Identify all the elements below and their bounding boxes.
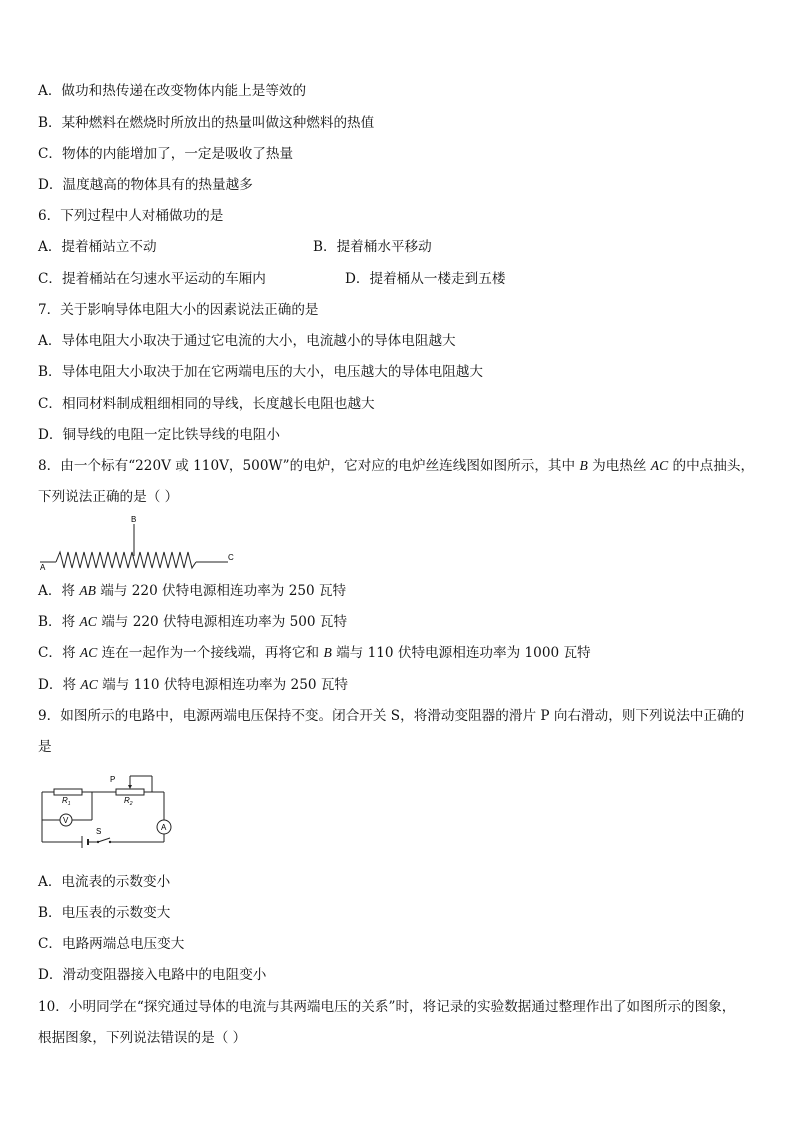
q9-option-d: D．滑动变阻器接入电路中的电阻变小: [38, 967, 267, 983]
ammeter-label: A: [161, 823, 167, 832]
q9-option-b: B．电压表的示数变大: [38, 905, 171, 921]
q8-option-text: B．将: [38, 614, 80, 630]
slider-arrow-icon: [128, 785, 132, 789]
q6-option-c: C．提着桶站在匀速水平运动的车厢内: [38, 271, 266, 287]
q9-option-c: C．电路两端总电压变大: [38, 936, 185, 952]
q9-stem: 9．如图所示的电路中，电源两端电压保持不变。闭合开关 S，将滑动变阻器的滑片 P 向右滑动，则下列说法中正确的: [38, 708, 745, 724]
q6-stem: 6．下列过程中人对桶做功的是: [38, 208, 224, 224]
q8-option-a: [38, 582, 346, 600]
label-r2: [124, 796, 133, 807]
resistor-r1: [54, 789, 82, 795]
q8-option-text: 端与 110 伏特电源相连功率为 1000 瓦特: [331, 645, 591, 661]
q8-option-text: A．将: [38, 583, 80, 599]
q8-stem-text: 的中点抽头，: [668, 458, 755, 474]
label-c: C: [228, 553, 234, 562]
resistor-r2: [116, 789, 144, 795]
q8-heater-wire-figure: [36, 512, 246, 572]
label-a: A: [40, 563, 46, 572]
q5-option-c: C．物体的内能增加了，一定是吸收了热量: [38, 146, 294, 162]
label-s: S: [96, 827, 102, 836]
q7-stem: 7．关于影响导体电阻大小的因素说法正确的是: [38, 302, 319, 318]
q8-option-text: C．将: [38, 645, 80, 661]
heating-coil: [56, 552, 196, 568]
q8-stem-text: 为电热丝: [587, 458, 651, 474]
label-r1-letter: R: [62, 796, 68, 805]
q8-option-d: [38, 676, 348, 694]
label-r2-letter: R: [124, 796, 130, 805]
switch-icon: [97, 838, 111, 843]
q5-option-a: A．做功和热传递在改变物体内能上是等效的: [38, 83, 307, 99]
q8-stem-line2: 下列说法正确的是（ ）: [38, 489, 179, 505]
label-b: B: [131, 515, 137, 524]
q6-option-d: D．提着桶从一楼走到五楼: [345, 271, 506, 287]
q5-option-b: B．某种燃料在燃烧时所放出的热量叫做这种燃料的热值: [38, 115, 375, 131]
q8-stem-text: 8．由一个标有“220V 或 110V，500W”的电炉，它对应的电炉丝连线图如图所示，其中: [38, 458, 580, 474]
q8-var-ab: AB: [79, 583, 96, 598]
q8-option-text: D．将: [38, 677, 81, 693]
q10-stem-line2: 根据图象，下列说法错误的是（ ）: [38, 1030, 247, 1046]
q9-stem-line2: 是: [38, 739, 52, 755]
q8-option-c: [38, 644, 591, 662]
q7-option-a: A．导体电阻大小取决于通过它电流的大小，电流越小的导体电阻越大: [38, 333, 456, 349]
q8-var-ac: AC: [79, 645, 98, 660]
q8-var-b: B: [323, 645, 332, 660]
q8-var-ac: AC: [650, 458, 669, 473]
q7-option-b: B．导体电阻大小取决于加在它两端电压的大小，电压越大的导体电阻越大: [38, 364, 483, 380]
q6-option-b: B．提着桶水平移动: [313, 239, 432, 255]
q8-option-text: 端与 220 伏特电源相连功率为 250 瓦特: [95, 583, 347, 599]
q8-option-text: 端与 110 伏特电源相连功率为 250 瓦特: [97, 677, 349, 693]
q7-option-d: D．铜导线的电阻一定比铁导线的电阻小: [38, 427, 280, 443]
q7-option-c: C．相同材料制成粗细相同的导线，长度越长电阻也越大: [38, 396, 375, 412]
q5-option-d: D．温度越高的物体具有的热量越多: [38, 177, 253, 193]
q8-var-b: B: [579, 458, 588, 473]
q8-option-text: 端与 220 伏特电源相连功率为 500 瓦特: [96, 614, 348, 630]
q10-stem: 10．小明同学在“探究通过导体的电流与其两端电压的关系”时，将记录的实验数据通过整理作出了如图所示的图象，: [38, 999, 736, 1015]
q9-option-a: A．电流表的示数变小: [38, 874, 171, 890]
q9-circuit-figure: [36, 768, 182, 858]
label-r2-subscript: 2: [129, 801, 133, 807]
q8-var-ac: AC: [80, 677, 98, 692]
label-p: P: [110, 775, 116, 784]
voltmeter-label: V: [63, 816, 69, 825]
label-r1-subscript: 1: [67, 801, 71, 807]
q6-option-a: A．提着桶站立不动: [38, 239, 157, 255]
q8-var-ac: AC: [79, 614, 97, 629]
q8-option-text: 连在一起作为一个接线端，再将它和: [97, 645, 324, 661]
battery-icon: [82, 836, 88, 848]
q8-stem: [38, 457, 754, 475]
label-r1: [62, 796, 71, 807]
q8-option-b: [38, 613, 347, 631]
